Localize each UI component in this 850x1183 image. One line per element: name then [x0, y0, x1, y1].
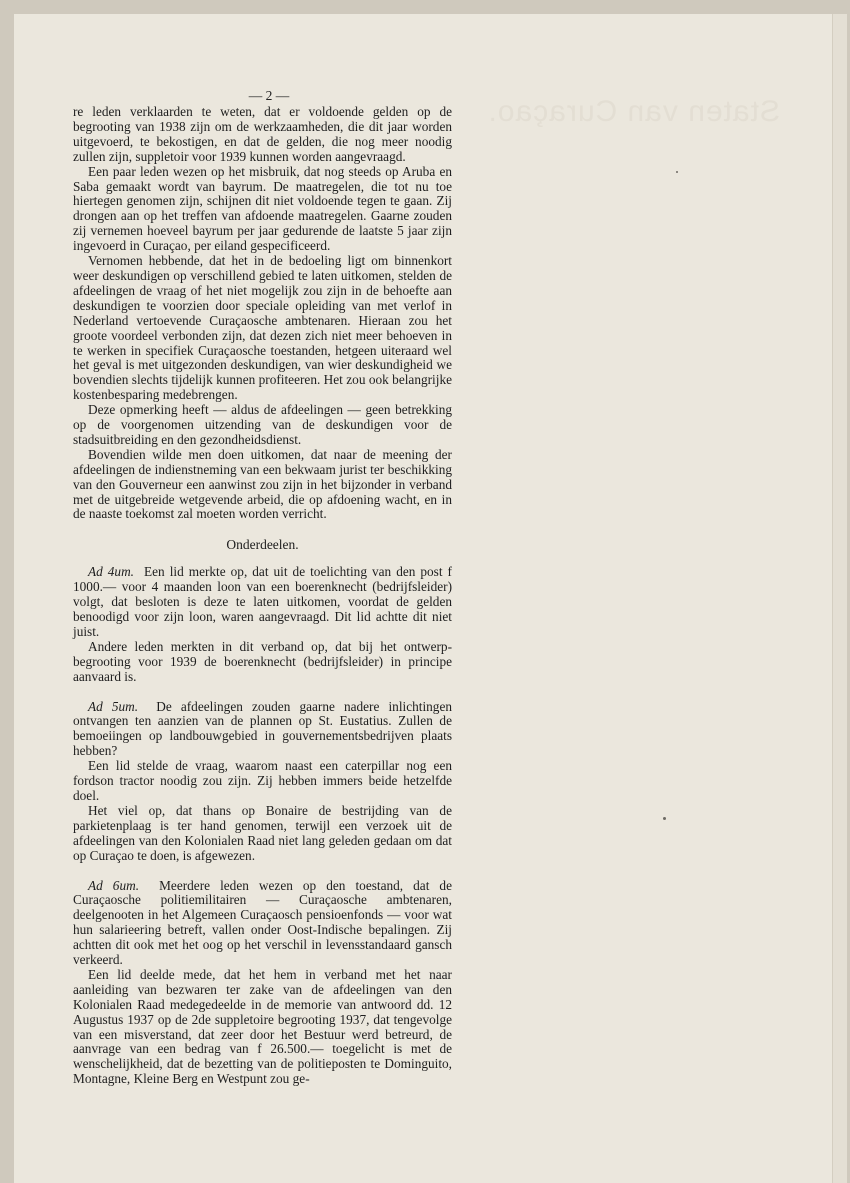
paragraph: Deze opmerking heeft — aldus de afdeelingen — geen betrekking op de voorgenomen uitzending van de deskundigen voor de stadsuitbreiding en den gezondheidsdienst. [73, 402, 452, 447]
paper-speck [676, 171, 678, 173]
paragraph: Andere leden merkten in dit verband op, dat bij het ontwerp-begrooting voor 1939 de boerenknecht (bedrijfsleider) in principe aanvaard is. [73, 638, 452, 684]
spacer [73, 864, 452, 879]
paragraph-text: Een lid merkte op, dat uit de toelichting van den post f 1000.— voor 4 maanden loon van een boerenknecht (bedrijfsleider) volgt, dat besloten is deze te laten uitkomen, voordat de gelden benoodigd voor zijn loon, waren aangevraagd. Dit lid achtte dit niet juist. [73, 564, 452, 639]
paragraph [73, 700, 452, 760]
paragraph: Bovendien wilde men doen uitkomen, dat naar de meening der afdeelingen de indienstneming van een bekwaam jurist ter beschikking van den Gouverneur een aanwinst zou zijn in het bijzonder in verband met de uitgebreide wetgevende arbeid, die op afdoening wacht, en in de naaste toekomst zal moeten worden verricht. [73, 446, 452, 522]
paragraph [73, 565, 452, 640]
paragraph [73, 879, 452, 968]
section-heading: Onderdeelen. [226, 537, 299, 553]
paragraph: Een lid stelde de vraag, waarom naast een caterpillar nog een fordson tractor noodig zou zijn. Zij hebben immers beide hetzelfde doel. [73, 758, 452, 803]
page-number: — 2 — [248, 88, 290, 103]
paragraph: Het viel op, dat thans op Bonaire de bestrijding van de parkietenplaag is ter hand genomen, terwijl een verzoek uit de afdeelingen van den Kolonialen Raad niet lang geleden gedaan om dat op Curaçao te doen, is afgewezen. [73, 802, 452, 863]
page-edge [832, 14, 847, 1183]
paragraph-text: De afdeelingen zouden gaarne nadere inlichtingen ontvangen ten aanzien van de plannen op St. Eustatius. Zullen de bemoeiingen op landbouwgebied in gouvernementsbedrijven plaats hebben? [73, 698, 452, 759]
paragraph: Vernomen hebbende, dat het in de bedoeling ligt om binnenkort weer deskundigen op verschillend gebied te laten uitkomen, stelden de afdeelingen de vraag of het niet mogelijk zou zijn in de behoefte aan deskundigen te voorzien door speciale opleiding van met verlof in Nederland vertoevende Curaçaosche ambtenaren. Hieraan zou het groote voordeel verbonden zijn, dat dezen zich niet meer behoeven in te werken in specifiek Curaçaosche toestanden, hetgeen uiteraard wel het geval is met uitgezonden deskundigen, van wier deskundigheid we bovendien slechts tijdelijk kunnen profiteeren. Het zou ook belangrijke kostenbesparing medebrengen. [73, 253, 452, 403]
paragraph: Een lid deelde mede, dat het hem in verband met het naar aanleiding van bezwaren ter zake van de afdeelingen van den Kolonialen Raad medegedeelde in de memorie van antwoord dd. 12 Augustus 1937 op de 2de suppletoire begrooting 1937, dat tengevolge van een misverstand, dat zeer door het Bestuur werd betreurd, de aanvrage van een bedrag van f 26.500.— toegelicht is met de wenschelijkheid, dat de bezetting van de politieposten te Dominguito, Montagne, Kleine Berg en Westpunt zou ge- [73, 966, 452, 1087]
paragraph: re leden verklaarden te weten, dat er voldoende gelden op de begrooting van 1938 zijn om de werkzaamheden, die dit jaar worden uitgevoerd, te bekostigen, en dat de gelden, die nog meer noodig zullen zijn, suppletoir voor 1939 kunnen worden aangevraagd. [73, 104, 452, 164]
section-label: Ad 4um. [88, 564, 134, 580]
paragraph: Een paar leden wezen op het misbruik, dat nog steeds op Aruba en Saba gemaakt wordt van bayrum. De maatregelen, die tot nu toe hiertegen genomen zijn, schijnen dit niet voldoende tegen te gaan. Zij drongen aan op het treffen van afdoende maatregelen. Gaarne zouden zij vernemen hoeveel bayrum per jaar gedurende de laatste 5 jaar zijn ingevoerd in Curaçao, per eiland gespecificeerd. [73, 163, 452, 254]
spacer [73, 685, 452, 700]
paragraph-text: Meerdere leden wezen op den toestand, dat de Curaçaosche politiemilitairen — Curaçaosche ambtenaren, deelgenooten in het Algemeen Curaçaosch pensioenfonds — voor wat hun salarieering betreft, vallen onder Oost-Indische bepalingen. Zij achtten dit ook met het oog op het verschil in levensstandaard gansch verkeerd. [73, 877, 452, 968]
text-column [73, 105, 452, 1087]
section-label: Ad 6um. [88, 877, 140, 893]
bleed-through-text: Staten van Curaçao. [487, 95, 780, 128]
section-label: Ad 5um. [88, 698, 139, 714]
paper-speck [663, 817, 666, 820]
